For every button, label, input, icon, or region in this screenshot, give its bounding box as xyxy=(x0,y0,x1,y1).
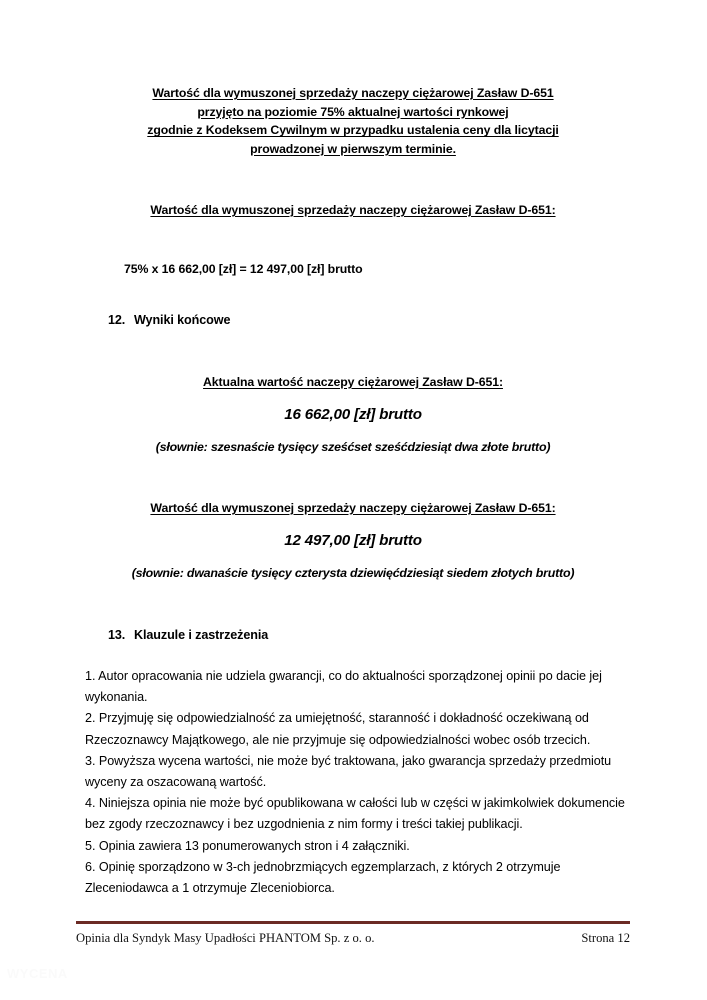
clause-item: 3. Powyższa wycena wartości, nie może być traktowana, jako gwarancja sprzedaży przedmiotu wyceny za oszacowaną wartość. xyxy=(85,753,612,790)
top-heading-line-2: przyjęto na poziomie 75% aktualnej wartości rynkowej xyxy=(197,104,509,119)
footer-left-text: Opinia dla Syndyk Masy Upadłości PHANTOM Sp. z o. o. xyxy=(76,930,375,945)
section-number: 13. xyxy=(108,628,126,642)
section-heading-klauzule xyxy=(86,628,620,642)
footer-page-number: Strona 12 xyxy=(581,930,630,945)
current-value-in-words: (słownie: szesnaście tysięcy sześćset sześćdziesiąt dwa złote brutto) xyxy=(155,440,551,454)
top-heading-line-4: prowadzonej w pierwszym terminie. xyxy=(250,141,456,156)
current-value-heading xyxy=(86,375,620,389)
section-number: 12. xyxy=(108,313,126,327)
calculation-line: 75% x 16 662,00 [zł] = 12 497,00 [zł] brutto xyxy=(124,262,363,276)
clauses-body xyxy=(85,666,637,899)
clause-item: 6. Opinię sporządzono w 3-ch jednobrzmiących egzemplarzach, z których 2 otrzymuje Zleceniodawca a 1 otrzymuje Zleceniobiorca. xyxy=(85,859,561,896)
top-heading xyxy=(86,84,620,158)
top-heading-line-3: zgodnie z Kodeksem Cywilnym w przypadku ustalenia ceny dla licytacji xyxy=(147,123,559,138)
clause-item: 2. Przyjmuję się odpowiedzialność za umiejętność, staranność i dokładność oczekiwaną od Rzeczoznawcy Majątkowego, ale nie przyjmuje się odpowiedzialności wobec osób trzecich. xyxy=(85,711,591,747)
clause-item: 5. Opinia zawiera 13 ponumerowanych stron i 4 załączniki. xyxy=(85,838,410,853)
forced-sale-value-heading xyxy=(86,501,620,515)
current-value-amount: 16 662,00 [zł] brutto xyxy=(284,406,422,423)
forced-sale-value-heading-text: Wartość dla wymuszonej sprzedaży naczepy ciężarowej Zasław D-651: xyxy=(150,501,556,515)
forced-sale-value-in-words: (słownie: dwanaście tysięcy czterysta dziewięćdziesiąt siedem złotych brutto) xyxy=(131,566,575,580)
forced-sale-heading xyxy=(86,203,620,217)
section-title: Wyniki końcowe xyxy=(134,313,231,327)
forced-sale-value-amount: 12 497,00 [zł] brutto xyxy=(284,532,422,549)
current-value-heading-text: Aktualna wartość naczepy ciężarowej Zasław D-651: xyxy=(203,375,503,389)
section-title: Klauzule i zastrzeżenia xyxy=(134,628,269,642)
clause-item: 1. Autor opracowania nie udziela gwarancji, co do aktualności sporządzonej opinii po dacie jej wykonania. xyxy=(85,669,602,705)
section-heading-wyniki-koncowe xyxy=(86,313,620,327)
top-heading-line-1: Wartość dla wymuszonej sprzedaży naczepy ciężarowej Zasław D-651 xyxy=(152,86,554,100)
clause-item: 4. Niniejsza opinia nie może być opublikowana w całości lub w części w jakimkolwiek dokumencie bez zgody rzeczoznawcy i bez uzgodnienia z nim formy i treści takiej publikacji. xyxy=(85,796,625,832)
page-footer xyxy=(76,929,630,947)
watermark: WYCENA xyxy=(7,966,68,981)
footer-divider xyxy=(76,921,630,924)
forced-sale-heading-text: Wartość dla wymuszonej sprzedaży naczepy ciężarowej Zasław D-651: xyxy=(150,203,556,217)
